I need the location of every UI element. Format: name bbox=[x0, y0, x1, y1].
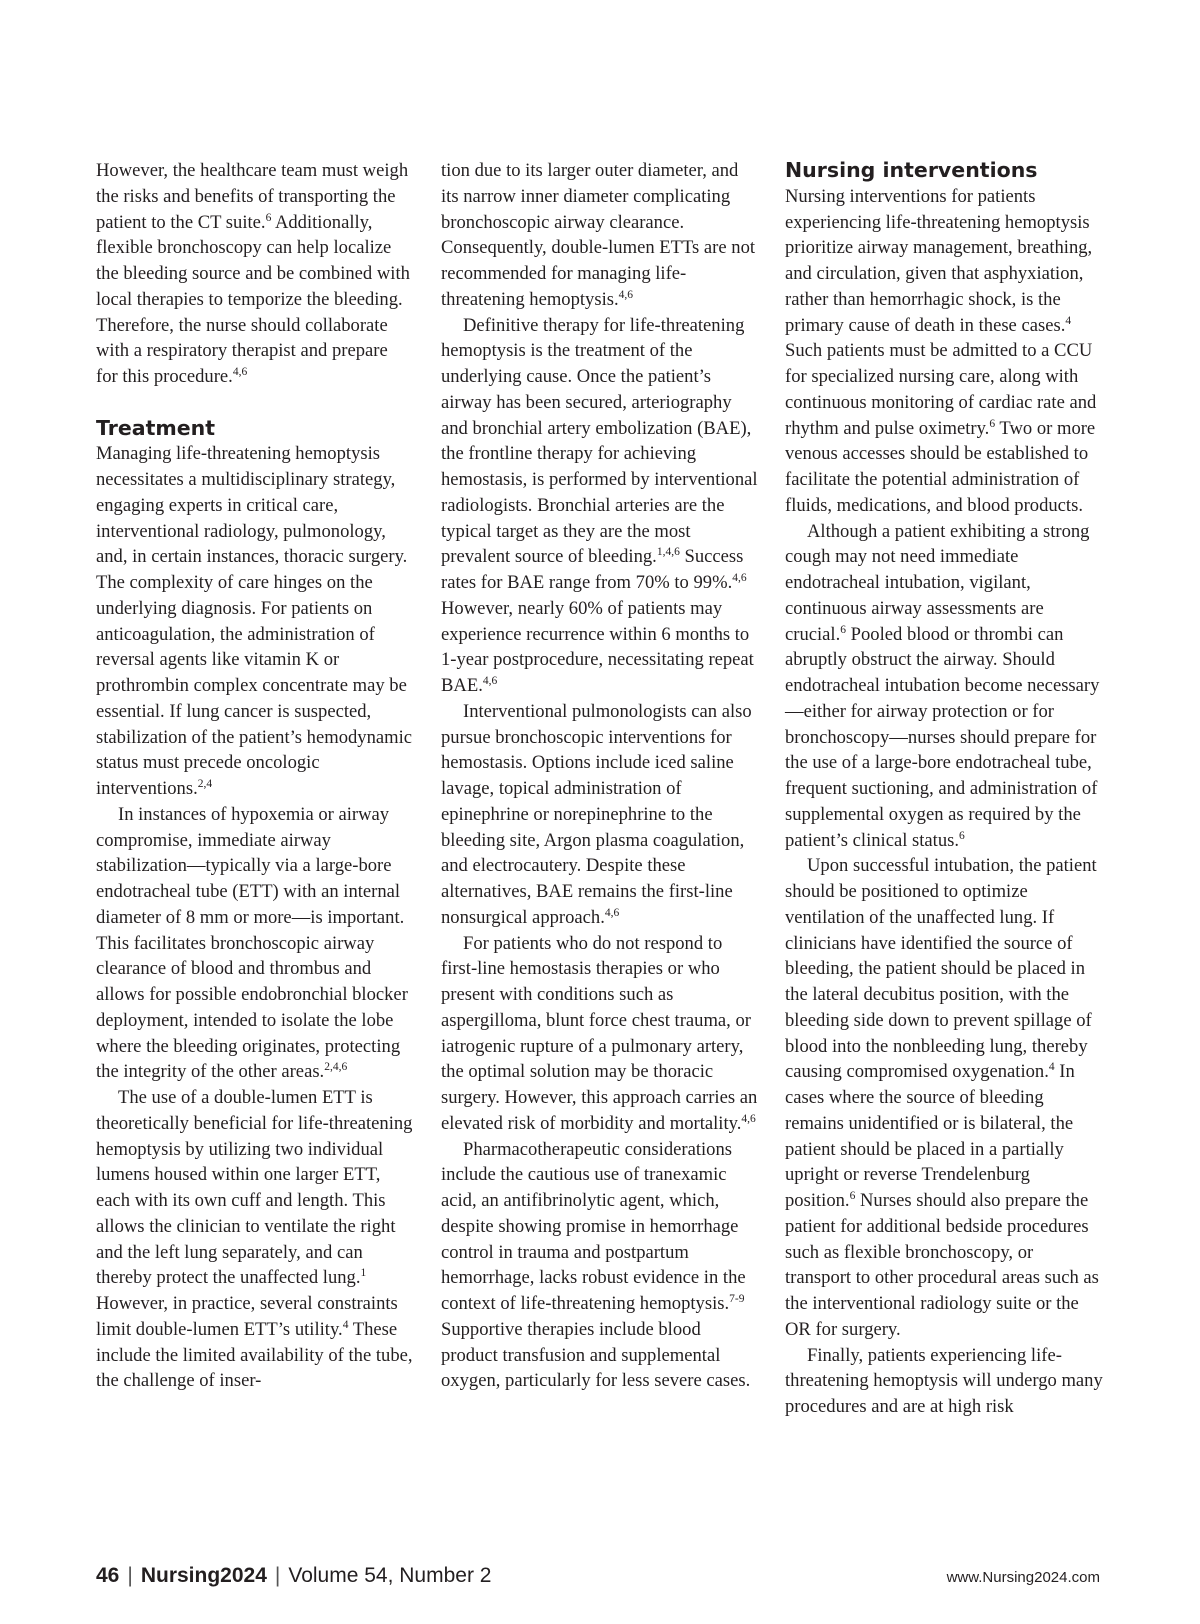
paragraph-text: tion due to its larger outer diameter, and its narrow inner diameter complicating bronchoscopic airway clearance. Consequently, double-lumen ETTs are not recommended for managing life-threatening hemoptysis. bbox=[441, 160, 756, 310]
paragraph-text: These include the limited availability of the tube, the challenge of inser- bbox=[96, 1318, 413, 1392]
nursing-heading: Nursing interventions bbox=[785, 158, 1038, 182]
body-paragraph bbox=[96, 158, 414, 390]
paragraph-text: Upon successful intubation, the patient should be positioned to optimize ventilation of the unaffected lung. If clinicians have identified the source of bleeding, the patient should be placed in the lateral decubitus position, with the bleeding side down to prevent spillage of blood into the nonbleeding lung, thereby causing compromised oxygenation. bbox=[785, 855, 1097, 1083]
citation-superscript: 6 bbox=[989, 417, 996, 430]
paragraph-text: Two or more venous accesses should be established to facilitate the potential administration of fluids, medications, and blood products. bbox=[785, 417, 1096, 516]
paragraph-text: However, nearly 60% of patients may experience recurrence within 6 months to 1-year postprocedure, necessitating repeat BAE. bbox=[441, 597, 754, 696]
column-1 bbox=[96, 158, 414, 1394]
citation-superscript: 6 bbox=[849, 1189, 856, 1202]
paragraph-text: Success rates for BAE range from 70% to 99%. bbox=[441, 546, 744, 593]
body-paragraph bbox=[785, 519, 1103, 854]
citation-superscript: 2,4,6 bbox=[324, 1061, 348, 1074]
citation-superscript: 4 bbox=[342, 1318, 349, 1331]
citation-superscript: 4 bbox=[1048, 1061, 1055, 1074]
issue-info: Volume 54, Number 2 bbox=[288, 1564, 492, 1587]
paragraph-text: Pooled blood or thrombi can abruptly obstruct the airway. Should endotracheal intubation become necessary—either for airway protection or for bronchoscopy—nurses should prepare for the use of a large-bore endotracheal tube, frequent suctioning, and administration of supplemental oxygen as required by the patient’s clinical status. bbox=[785, 623, 1100, 851]
paragraph-text: In cases where the source of bleeding remains unidentified or is bilateral, the patient should be placed in a partially upright or reverse Trendelenburg position. bbox=[785, 1061, 1075, 1211]
treatment-heading: Treatment bbox=[96, 415, 216, 440]
paragraph-text: Additionally, flexible bronchoscopy can help localize the bleeding source and be combined with local therapies to temporize the bleeding. Therefore, the nurse should collaborate with a respiratory therapist and prepare for this procedure. bbox=[96, 211, 410, 387]
paragraph-text: Nurses should also prepare the patient for additional bedside procedures such as flexible bronchoscopy, or transport to other procedural areas such as the interventional radiology suite or the OR for surgery. bbox=[785, 1190, 1099, 1340]
citation-superscript: 4,6 bbox=[618, 288, 634, 301]
paragraph-text: Interventional pulmonologists can also pursue bronchoscopic interventions for hemostasis. Options include iced saline lavage, topical administration of epinephrine or norepinephrine to the bleeding site, Argon plasma coagulation, and electrocautery. Despite these alternatives, BAE remains the first-line nonsurgical approach. bbox=[441, 700, 752, 928]
citation-superscript: 4,6 bbox=[741, 1112, 756, 1125]
paragraph-text: However, the healthcare team must weigh the risks and benefits of transporting the patient to the CT suite. bbox=[96, 160, 409, 233]
body-paragraph bbox=[441, 1137, 759, 1395]
citation-superscript: 4,6 bbox=[732, 571, 747, 584]
footer-url: www.Nursing2024.com bbox=[946, 1569, 1100, 1586]
paragraph-text: Managing life-threatening hemoptysis necessitates a multidisciplinary strategy, engaging experts in critical care, interventional radiology, pulmonology, and, in certain instances, thoracic surgery. The complexity of care hinges on the underlying diagnosis. For patients on anticoagulation, the administration of reversal agents like vitamin K or prothrombin complex concentrate may be essential. If lung cancer is suspected, stabilization of the patient’s hemodynamic status must precede oncologic interventions. bbox=[96, 443, 413, 799]
body-paragraph bbox=[441, 931, 759, 1137]
paragraph-text: In instances of hypoxemia or airway compromise, immediate airway stabilization—typically via a large-bore endotracheal tube (ETT) with an internal diameter of 8 mm or more—is important. This facilitates bronchoscopic airway clearance of blood and thrombus and allows for possible endobronchial blocker deployment, intended to isolate the lobe where the bleeding originates, protecting the integrity of the other areas. bbox=[96, 803, 408, 1083]
citation-superscript: 4,6 bbox=[482, 674, 498, 687]
citation-superscript: 4 bbox=[1065, 314, 1072, 327]
paragraph-text: However, in practice, several constraints limit double-lumen ETT’s utility. bbox=[96, 1293, 398, 1340]
body-paragraph bbox=[785, 1343, 1103, 1420]
citation-superscript: 7-9 bbox=[729, 1292, 745, 1305]
footer-separator: | bbox=[127, 1564, 133, 1587]
citation-superscript: 1 bbox=[360, 1267, 367, 1280]
paragraph-text: Definitive therapy for life-threatening hemoptysis is the treatment of the underlying cause. Once the patient’s airway has been secured, arteriography and bronchial artery embolization (BAE), the frontline therapy for achieving hemostasis, is performed by interventional radiologists. Bronchial arteries are the typical target as they are the most prevalent source of bleeding. bbox=[441, 314, 758, 568]
paragraph-text: Supportive therapies include blood product transfusion and supplemental oxygen, particularly for less severe cases. bbox=[441, 1318, 751, 1392]
citation-superscript: 2,4 bbox=[197, 777, 213, 790]
body-paragraph bbox=[96, 1085, 414, 1394]
citation-superscript: 6 bbox=[265, 211, 272, 224]
footer-separator: | bbox=[274, 1564, 281, 1587]
body-paragraph bbox=[441, 313, 759, 699]
body-paragraph bbox=[441, 158, 759, 313]
body-paragraph bbox=[96, 802, 414, 1085]
body-paragraph bbox=[785, 184, 1103, 519]
paragraph-text: For patients who do not respond to first-line hemostasis therapies or who present with conditions such as aspergilloma, blunt force chest trauma, or iatrogenic rupture of a pulmonary artery, the optimal solution may be thoracic surgery. However, this approach carries an elevated risk of morbidity and mortality. bbox=[441, 932, 758, 1134]
column-3 bbox=[785, 158, 1103, 1420]
paragraph-text: The use of a double-lumen ETT is theoretically beneficial for life-threatening hemoptysis by utilizing two individual lumens housed within one larger ETT, each with its own cuff and length. This allows the clinician to ventilate the right and the left lung separately, and can thereby protect the unaffected lung. bbox=[96, 1087, 413, 1289]
paragraph-text: Such patients must be admitted to a CCU for specialized nursing care, along with continuous monitoring of cardiac rate and rhythm and pulse oximetry. bbox=[785, 340, 1097, 439]
paragraph-text: Pharmacotherapeutic considerations include the cautious use of tranexamic acid, an antifibrinolytic agent, which, despite showing promise in hemorrhage control in trauma and postpartum hemorrhage, lacks robust evidence in the context of life-threatening hemoptysis. bbox=[441, 1138, 746, 1314]
page-number: 46 bbox=[96, 1564, 120, 1587]
citation-superscript: 4,6 bbox=[604, 906, 620, 919]
body-paragraph bbox=[96, 441, 414, 802]
body-paragraph bbox=[785, 853, 1103, 1342]
paragraph-text: Although a patient exhibiting a strong cough may not need immediate endotracheal intubation, vigilant, continuous airway assessments are crucial. bbox=[785, 520, 1090, 645]
citation-superscript: 6 bbox=[959, 829, 965, 842]
citation-superscript: 6 bbox=[840, 623, 846, 636]
paragraph-text: Finally, patients experiencing life-threatening hemoptysis will undergo many procedures and are at high risk bbox=[785, 1344, 1103, 1417]
body-paragraph bbox=[441, 699, 759, 931]
column-2 bbox=[441, 158, 759, 1394]
paragraph-text: Nursing interventions for patients experiencing life-threatening hemoptysis prioritize airway management, breathing, and circulation, given that asphyxiation, rather than hemorrhagic shock, is the primary cause of death in these cases. bbox=[785, 185, 1093, 336]
citation-superscript: 4,6 bbox=[232, 365, 248, 378]
footer-citation bbox=[96, 1563, 491, 1589]
citation-superscript: 1,4,6 bbox=[656, 546, 680, 559]
journal-name: Nursing2024 bbox=[140, 1564, 267, 1587]
